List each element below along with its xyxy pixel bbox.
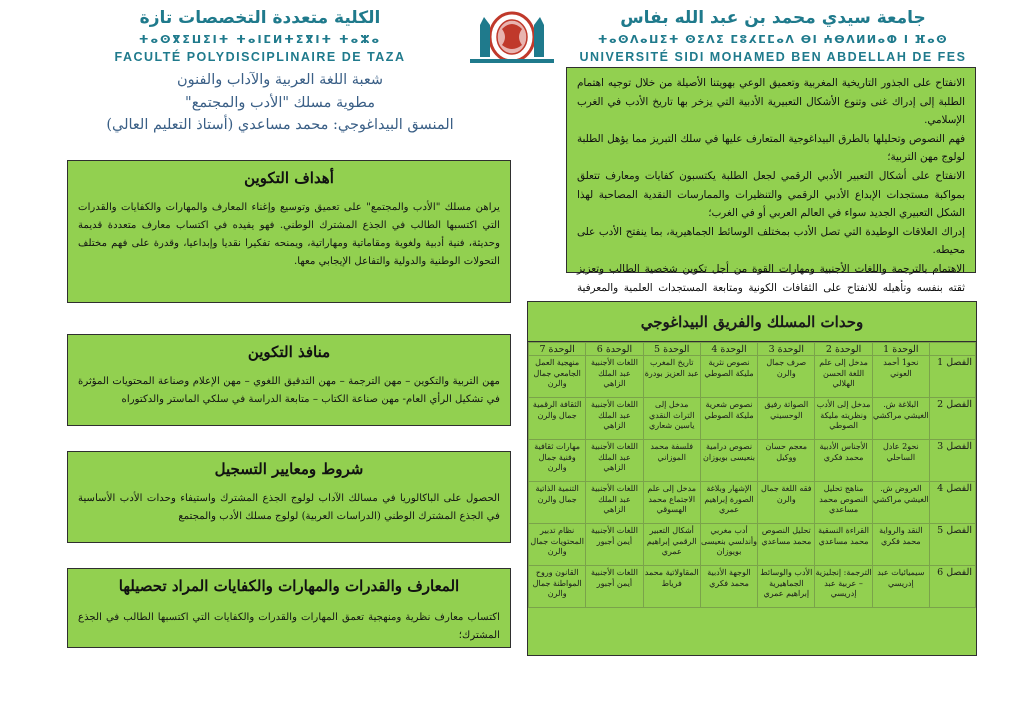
- table-row: [529, 524, 976, 566]
- module-cell: نصوص نثرية مليكة الصوطي: [700, 356, 757, 398]
- semester-label: الفصل 5: [930, 524, 976, 566]
- coordinator-line: المنسق البيداغوجي: محمد مساعدي (أستاذ التعليم العالي): [106, 117, 454, 133]
- module-cell: اللغات الأجنبية عبد الملك الزاهي: [586, 398, 643, 440]
- goal-paragraph-4: إدراك العلاقات الوطيدة التي تصل الأدب بمختلف الوسائط الجماهيرية، بما ينفتح الأدب على محيطه.: [577, 225, 965, 257]
- university-name-arabic: جامعة سيدي محمد بن عبد الله بفاس: [620, 8, 926, 28]
- table-header-cell: الوحدة 6: [586, 343, 643, 356]
- module-cell: اللغات الأجنبية عبد الملك الزاهي: [586, 440, 643, 482]
- department-title: شعبة اللغة العربية والآداب والفنون: [176, 72, 384, 88]
- module-cell: مدخل إلى التراث النقدي ياسين شعاري: [643, 398, 700, 440]
- university-logo: [466, 7, 558, 65]
- module-cell: معجم حسان ووكيل: [758, 440, 815, 482]
- brochure-title: مطوية مسلك "الأدب والمجتمع": [185, 95, 375, 111]
- registration-heading: شروط ومعايير التسجيل: [214, 460, 364, 478]
- table-row: [529, 356, 976, 398]
- skills-text: اكتساب معارف نظرية ومنهجية تعمق المهارات والقدرات والكفايات التي اكتسبها الطالب في الجذع المشترك؛: [78, 612, 500, 641]
- module-cell: الإشهار وبلاغة الصورة إبراهيم عمري: [700, 482, 757, 524]
- table-header-cell: الوحدة 5: [643, 343, 700, 356]
- semester-label: الفصل 6: [930, 566, 976, 608]
- module-cell: مناهج تحليل النصوص محمد مساعدي: [815, 482, 872, 524]
- semester-label: الفصل 2: [930, 398, 976, 440]
- table-header-cell: الوحدة 2: [815, 343, 872, 356]
- module-cell: الأدب والوسائط الجماهيرية إبراهيم عمري: [758, 566, 815, 608]
- module-cell: الثقافة الرقمية جمال والرن: [529, 398, 586, 440]
- module-cell: اللغات الأجنبية أيمن أجبور: [586, 524, 643, 566]
- semester-label: الفصل 1: [930, 356, 976, 398]
- table-row: [529, 440, 976, 482]
- module-cell: فقه اللغة جمال والرن: [758, 482, 815, 524]
- outlets-box: [67, 334, 511, 426]
- table-header-cell: الوحدة 4: [700, 343, 757, 356]
- table-row: [529, 566, 976, 608]
- module-cell: الأجناس الأدبية محمد فكري: [815, 440, 872, 482]
- module-cell: نحو2 عادل الساحلي: [872, 440, 929, 482]
- modules-table-title: وحدات المسلك والفريق البيداغوجي: [528, 302, 976, 342]
- module-cell: أشكال التعبير الرقمي إبراهيم عمري: [643, 524, 700, 566]
- module-cell: مدخل إلى علم الاجتماع محمد الهسوقي: [643, 482, 700, 524]
- module-cell: مهارات ثقافية وفنية جمال والرن: [529, 440, 586, 482]
- goal-paragraph-1: الانفتاح على الجذور التاريخية المغربية وتعميق الوعي بهويتنا الأصيلة من خلال توجيه اهتمام الطلبة إلى إدراك غنى وتنوع الأشكال التعبيرية الأدبية التي يزخر بها تاريخ الأدب في الغرب الإسلامي.: [577, 77, 965, 127]
- module-cell: أدب مغربي وأندلسي بنعيسى بويوزان: [700, 524, 757, 566]
- semester-label: الفصل 4: [930, 482, 976, 524]
- modules-table-box: [527, 301, 977, 656]
- module-cell: تحليل النصوص محمد مساعدي: [758, 524, 815, 566]
- registration-text: الحصول على الباكالوريا في مسالك الآداب لولوج الجذع المشترك واستيفاء وحدات الأدب الأساسية في الجذع المشترك الوطني (الدراسات العربية) لولوج مسلك الأدب والمجتمع: [78, 493, 500, 522]
- table-row: [529, 398, 976, 440]
- objectives-heading: أهداف التكوين: [244, 169, 334, 187]
- outlets-text: مهن التربية والتكوين – مهن الترجمة – مهن التدقيق اللغوي – مهن الإعلام وصناعة المحتويات المؤثرة في تشكيل الرأي العام- مهن صناعة الكتاب – متابعة الدراسة في سلكي الماستر والدكتوراه: [78, 376, 500, 405]
- outlets-heading: منافذ التكوين: [247, 343, 331, 361]
- module-cell: اللغات الأجنبية أيمن أجبور: [586, 566, 643, 608]
- module-cell: مدخل إلى الأدب ونظريته مليكة الصوطي: [815, 398, 872, 440]
- module-cell: النقد والرواية محمد فكري: [872, 524, 929, 566]
- module-cell: تاريخ المغرب عبد العزيز بودرة: [643, 356, 700, 398]
- modules-table: [528, 342, 976, 608]
- skills-box: [67, 568, 511, 648]
- module-cell: القراءة النسقية محمد مساعدي: [815, 524, 872, 566]
- module-cell: سيميائيات عبد إدريسي: [872, 566, 929, 608]
- module-cell: نحو1 أحمد العوني: [872, 356, 929, 398]
- module-cell: الترجمة: إنجليزية – عربية عبد إدريسي: [815, 566, 872, 608]
- goal-paragraph-2: فهم النصوص وتحليلها بالطرق البيداغوجية المتعارف عليها في سلك التبريز مما يؤهل الطلبة لولوج مهن التربية؛: [577, 132, 965, 164]
- module-cell: اللغات الأجنبية عبد الملك الزاهي: [586, 356, 643, 398]
- module-cell: القانون وروح المواطنة جمال والرن: [529, 566, 586, 608]
- module-cell: فلسفة محمد الموزاني: [643, 440, 700, 482]
- table-row: [529, 482, 976, 524]
- goal-paragraph-5: الاهتمام بالترجمة واللغات الأجنبية ومهارات القوة من أجل تكوين شخصية الطالب وتعزيز ثقته بنفسه وتأهيله للانفتاح على الثقافات الكونية ومتابعة المستجدات العلمية والمعرفية: [577, 262, 965, 294]
- module-cell: صرف جمال والرن: [758, 356, 815, 398]
- objectives-box: [67, 160, 511, 303]
- faculty-name-tifinagh: ⵜⴰⵙⴳⵉⵡⵉⵏⵜ ⵜⴰⵏⵎⵍⵜⵉⴳⵏⵜ ⵜⴰⵣⴰ: [138, 33, 382, 46]
- module-cell: العروض ش. الغيشي مراكشي: [872, 482, 929, 524]
- module-cell: الوجهة الأدبية محمد فكري: [700, 566, 757, 608]
- skills-heading: المعارف والقدرات والمهارات والكفايات المراد تحصيلها: [118, 577, 460, 595]
- module-cell: التنمية الذاتية جمال والرن: [529, 482, 586, 524]
- university-name-tifinagh: ⵜⴰⵙⴷⴰⵡⵉⵜ ⵙⵉⴷⵉ ⵎⵓⵃⵎⵎⴰⴷ ⴱⵏ ⵄⴱⴷⵍⵍⴰⵀ ⵏ ⴼⴰⵙ: [597, 33, 949, 46]
- table-header-cell: الوحدة 7: [529, 343, 586, 356]
- module-cell: المقاولاتية محمد فرياط: [643, 566, 700, 608]
- table-header-cell: [930, 343, 976, 356]
- table-header-row: [529, 343, 976, 356]
- module-cell: منهجية العمل الجامعي جمال والرن: [529, 356, 586, 398]
- module-cell: مدخل إلى علم اللغة الحسن الهلالي: [815, 356, 872, 398]
- module-cell: نظام تدبير المحتويات جمال والرن: [529, 524, 586, 566]
- semester-label: الفصل 3: [930, 440, 976, 482]
- objectives-text: يراهن مسلك "الأدب والمجتمع" على تعميق وتوسيع وإغناء المعارف والمهارات والكفايات والقدرات التي اكتسبها الطالب في الجذع المشترك الوطني. فهو يفيده في اكتساب معارف متعددة قديمة وحديثة، فنية أدبية ولغوية ومقاماتية ومهاراتية، ويمنحه تفكيرا نقديا وإبداعيا، وقدرة على فهم مختلف التحولات الوطنية والدولية والتفاعل الإيجابي معها.: [78, 202, 500, 267]
- module-cell: الصواتة رفيق الوحسيني: [758, 398, 815, 440]
- university-name-french: UNIVERSITÉ SIDI MOHAMED BEN ABDELLAH DE FES: [579, 50, 967, 64]
- goals-box: [566, 67, 976, 294]
- module-cell: نصوص شعرية مليكة الصوطي: [700, 398, 757, 440]
- goals-text: [567, 68, 975, 322]
- module-cell: اللغات الأجنبية عبد الملك الزاهي: [586, 482, 643, 524]
- registration-box: [67, 451, 511, 543]
- faculty-name-french: FACULTÉ POLYDISCIPLINAIRE DE TAZA: [114, 50, 406, 64]
- faculty-name-arabic: الكلية متعددة التخصصات تازة: [139, 8, 381, 28]
- module-cell: نصوص درامية بنعيسى بويوزان: [700, 440, 757, 482]
- table-header-cell: الوحدة 1: [872, 343, 929, 356]
- module-cell: البلاغة ش. الغيشي مراكشي: [872, 398, 929, 440]
- table-header-cell: الوحدة 3: [758, 343, 815, 356]
- goal-paragraph-3: الانفتاح على أشكال التعبير الأدبي الرقمي لجعل الطلبة يكتسبون كفايات ومعارف تتعلق بمواكبة مستجدات الإبداع الأدبي الرقمي والتنظيرات والممارسات النقدية المصاحبة لهذا الشكل التعبيري الجديد سواء في العالم العربي أو في الغرب؛: [577, 169, 965, 220]
